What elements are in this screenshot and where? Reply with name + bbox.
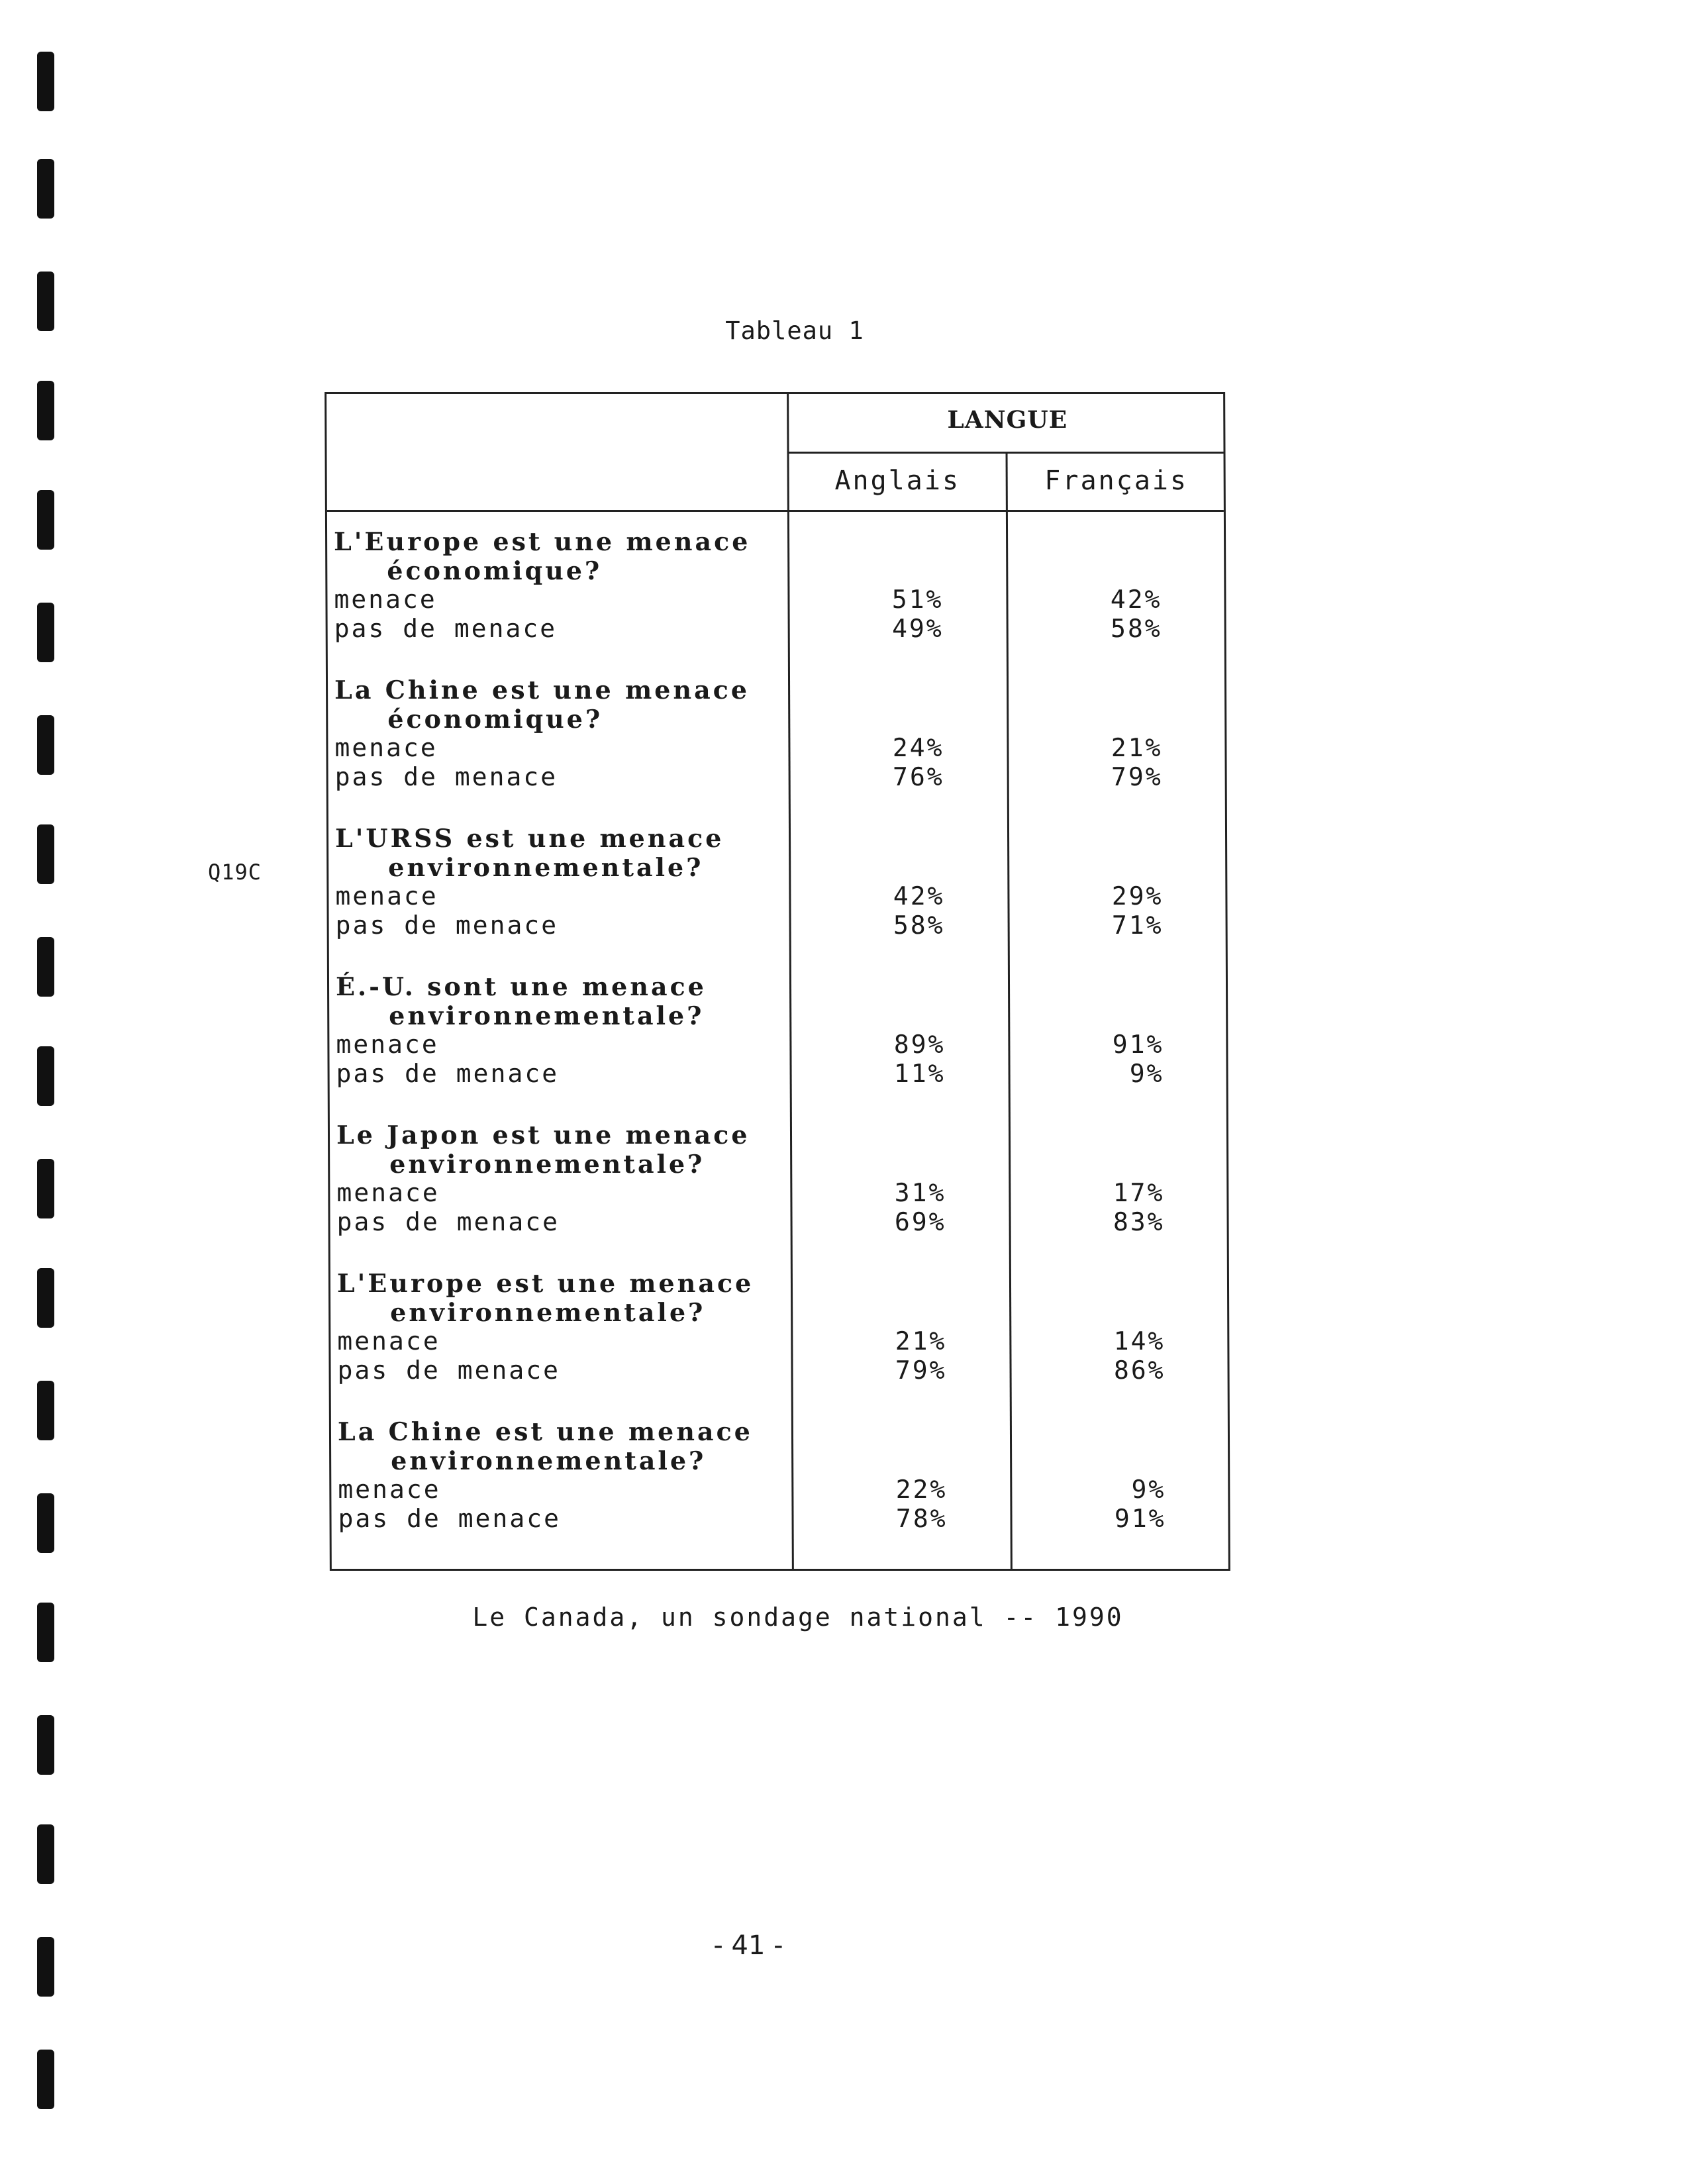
binding-mark <box>37 1159 54 1218</box>
cell-francais: 29% <box>1111 881 1164 911</box>
cell-francais: 91% <box>1114 1504 1166 1533</box>
binding-mark <box>37 715 54 775</box>
binding-mark <box>37 1824 54 1884</box>
cell-francais: 83% <box>1113 1207 1165 1236</box>
cell-anglais: 49% <box>891 614 944 643</box>
cell-anglais: 69% <box>894 1207 946 1236</box>
binding-mark <box>37 1046 54 1106</box>
binding-mark <box>37 824 54 884</box>
binding-mark <box>37 603 54 662</box>
binding-mark <box>37 52 54 111</box>
cell-anglais: 31% <box>894 1178 946 1207</box>
binding-mark <box>37 1381 54 1440</box>
cell-anglais: 11% <box>893 1059 946 1088</box>
question-group <box>329 971 1226 1120</box>
row-label: menace <box>338 1475 441 1504</box>
page-number: - 41 - <box>713 1930 783 1961</box>
row-label: pas de menace <box>338 1504 562 1533</box>
question-text: L'Europe est une menace <box>336 1268 754 1298</box>
binding-mark <box>37 1715 54 1775</box>
page-title: Tableau 1 <box>725 317 864 345</box>
cell-francais: 17% <box>1113 1178 1165 1207</box>
binding-mark <box>37 381 54 440</box>
cell-francais: 58% <box>1110 614 1162 643</box>
question-text: environnementale? <box>390 1297 706 1327</box>
row-label: menace <box>335 881 438 911</box>
cell-francais: 21% <box>1111 733 1163 762</box>
question-group <box>328 823 1226 971</box>
cell-anglais: 89% <box>893 1030 946 1059</box>
cell-anglais: 24% <box>892 733 944 762</box>
row-label: pas de menace <box>334 762 558 791</box>
header-rule <box>327 510 1224 512</box>
question-text: L'URSS est une menace <box>334 823 724 853</box>
binding-mark <box>37 2050 54 2109</box>
question-group <box>330 1120 1227 1268</box>
question-text: économique? <box>387 704 603 734</box>
binding-mark <box>37 937 54 997</box>
row-label: pas de menace <box>335 911 559 940</box>
question-text: environnementale? <box>388 852 704 882</box>
footer-caption: Le Canada, un sondage national -- 1990 <box>472 1603 1124 1632</box>
column-header-francais: Français <box>1044 466 1189 496</box>
table-body <box>327 526 1228 1565</box>
row-label: pas de menace <box>336 1059 560 1088</box>
question-text: É.-U. sont une menace <box>335 971 707 1001</box>
cell-anglais: 42% <box>893 881 945 911</box>
cell-francais: 42% <box>1110 585 1162 614</box>
cell-francais: 86% <box>1113 1356 1166 1385</box>
row-label: menace <box>334 585 437 614</box>
cell-francais: 9% <box>1129 1059 1164 1088</box>
row-label: pas de menace <box>334 614 558 643</box>
row-label: pas de menace <box>337 1356 561 1385</box>
question-group <box>330 1268 1228 1416</box>
group-header: LANGUE <box>947 406 1068 434</box>
cell-anglais: 78% <box>895 1504 948 1533</box>
question-text: environnementale? <box>389 1001 705 1030</box>
row-label: menace <box>334 733 438 762</box>
row-label: menace <box>336 1178 440 1207</box>
question-group <box>331 1416 1228 1565</box>
binding-mark <box>37 1268 54 1328</box>
side-code: Q19C <box>208 860 262 885</box>
column-header-anglais: Anglais <box>834 466 961 496</box>
question-group <box>327 526 1224 675</box>
cell-anglais: 22% <box>895 1475 948 1504</box>
question-text: La Chine est une menace <box>337 1416 753 1446</box>
binding-mark <box>37 159 54 219</box>
cell-anglais: 21% <box>895 1326 947 1356</box>
cell-francais: 9% <box>1131 1475 1166 1504</box>
question-text: économique? <box>387 556 603 585</box>
binding-mark <box>37 1603 54 1662</box>
question-text: L'Europe est une menace <box>334 526 751 556</box>
cell-anglais: 58% <box>893 911 945 940</box>
cell-francais: 91% <box>1112 1030 1164 1059</box>
question-text: environnementale? <box>389 1149 705 1179</box>
row-label: pas de menace <box>336 1207 560 1236</box>
question-group <box>328 675 1225 823</box>
row-label: menace <box>336 1030 439 1059</box>
binding-mark <box>37 1493 54 1553</box>
binding-mark <box>37 272 54 331</box>
cell-francais: 79% <box>1111 762 1163 791</box>
row-label: menace <box>337 1326 440 1356</box>
header-rule <box>787 452 1224 454</box>
question-text: La Chine est une menace <box>334 675 750 705</box>
question-text: Le Japon est une menace <box>336 1120 750 1150</box>
binding-mark <box>37 490 54 550</box>
binding-marks <box>34 0 61 2184</box>
cell-francais: 71% <box>1111 911 1164 940</box>
cell-anglais: 76% <box>892 762 944 791</box>
cell-anglais: 51% <box>891 585 944 614</box>
cell-anglais: 79% <box>895 1356 947 1385</box>
cell-francais: 14% <box>1113 1326 1166 1356</box>
results-table <box>324 392 1230 1571</box>
question-text: environnementale? <box>391 1446 707 1475</box>
binding-mark <box>37 1937 54 1997</box>
